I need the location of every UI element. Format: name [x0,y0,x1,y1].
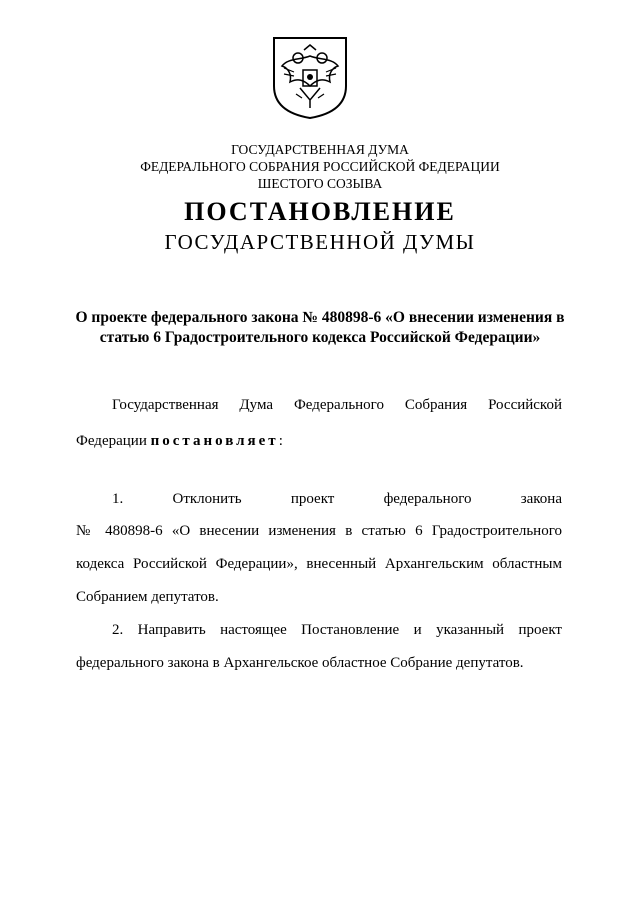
item-2-line-1: 2. Направить настоящее Постановление и указанный проект [112,622,562,638]
document-title: ПОСТАНОВЛЕНИЕ [184,197,456,226]
subject-line-1: О проекте федерального закона № 480898-6 «О внесении изменения в [75,309,565,326]
header-line-1: ГОСУДАРСТВЕННАЯ ДУМА [231,142,409,157]
coat-of-arms-emblem [270,36,350,120]
item-1-line-4: Собранием депутатов. [76,589,219,605]
item-2-line-2: федерального закона в Архангельское областное Собрание депутатов. [76,655,524,671]
subject-heading [60,308,580,348]
header-line-2: ФЕДЕРАЛЬНОГО СОБРАНИЯ РОССИЙСКОЙ ФЕДЕРАЦИИ [140,159,500,174]
intro-line-2-suffix: : [278,433,283,449]
intro-line-2 [76,432,562,450]
intro-line-2-prefix: Федерации [76,433,151,449]
item-1-line-2: № 480898-6 «О внесении изменения в статью 6 Градостроительного [76,523,562,539]
decree-word: постановляет [150,433,279,449]
document-subtitle: ГОСУДАРСТВЕННОЙ ДУМЫ [164,230,476,254]
item-1-line-3: кодекса Российской Федерации», внесенный Архангельским областным [76,556,562,572]
header-line-3: ШЕСТОГО СОЗЫВА [257,176,383,191]
intro-line-1: Государственная Дума Федерального Собрания Российской [112,397,562,413]
subject-line-2: статью 6 Градостроительного кодекса Российской Федерации» [99,329,541,346]
item-1-line-1: 1. Отклонить проект федерального закона [112,491,562,507]
